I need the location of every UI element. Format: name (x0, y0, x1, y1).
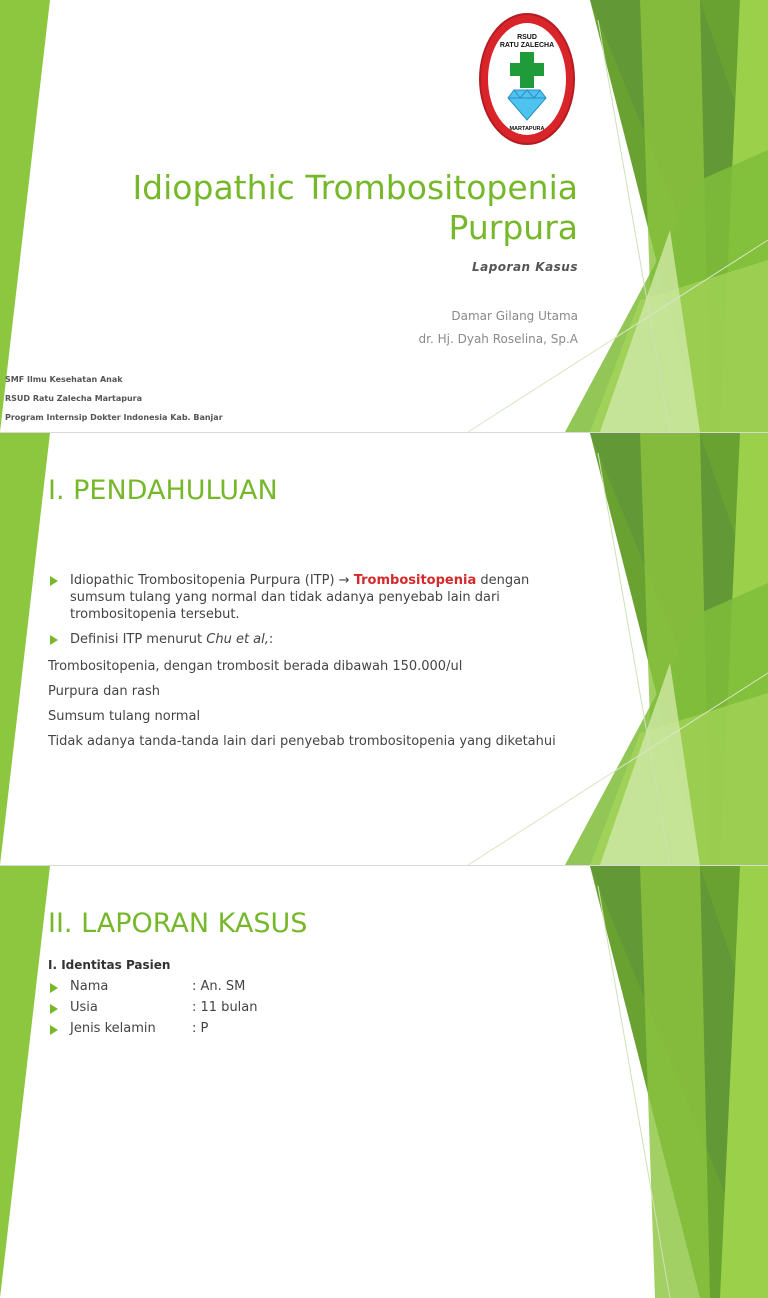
bullet-text: Definisi ITP menurut (70, 632, 207, 647)
definition-line: Tidak adanya tanda-tanda lain dari penyebab trombositopenia yang diketahui (48, 734, 556, 749)
bullet-text: Idiopathic Trombositopenia Purpura (ITP) → (70, 573, 354, 588)
presentation-title: Idiopathic Trombositopenia Purpura (132, 168, 578, 247)
bullet-arrow-icon (50, 1004, 58, 1014)
bullet-text: : (268, 632, 274, 647)
slide-body (48, 572, 588, 758)
field-value: : P (192, 1021, 209, 1036)
author-name: Damar Gilang Utama (451, 309, 578, 323)
title-slide (0, 0, 768, 432)
field-label: Usia (70, 1000, 98, 1015)
bullet-text: dengan sumsum tulang yang normal dan tidak adanya penyebab lain dari trombositopenia tersebut. (70, 573, 530, 622)
logo-top-text: RSUD (517, 34, 537, 41)
citation: Chu et al, (206, 632, 269, 647)
bullet-item (48, 572, 588, 623)
field-value: : 11 bulan (192, 1000, 258, 1015)
subsection-title: I. Identitas Pasien (48, 958, 171, 972)
field-label: Nama (70, 979, 109, 994)
bullet-arrow-icon (50, 635, 58, 645)
hospital-logo (478, 12, 576, 146)
supervisor-name: dr. Hj. Dyah Roselina, Sp.A (418, 332, 578, 346)
institution-line: Program Internsip Dokter Indonesia Kab. Banjar (5, 413, 223, 422)
bullet-arrow-icon (50, 1025, 58, 1035)
section-heading: II. LAPORAN KASUS (48, 908, 308, 939)
logo-name-text: RATU ZALECHA (499, 42, 555, 49)
definition-line: Trombositopenia, dengan trombosit berada dibawah 150.000/ul (48, 659, 463, 674)
logo-bottom-text: MARTAPURA (509, 126, 545, 132)
bullet-arrow-icon (50, 576, 58, 586)
introduction-slide (0, 433, 768, 865)
definition-line: Purpura dan rash (48, 684, 161, 699)
case-report-slide (0, 866, 768, 1036)
institution-line: RSUD Ratu Zalecha Martapura (5, 394, 142, 403)
field-label: Jenis kelamin (70, 1021, 156, 1036)
definition-line: Sumsum tulang normal (48, 709, 201, 724)
field-value: : An. SM (192, 979, 246, 994)
section-heading: I. PENDAHULUAN (48, 475, 278, 506)
institution-line: SMF Ilmu Kesehatan Anak (5, 375, 123, 384)
highlight-term: Trombositopenia (353, 573, 477, 588)
bullet-arrow-icon (50, 983, 58, 993)
presentation-subtitle: Laporan Kasus (471, 260, 578, 274)
bullet-item (48, 631, 588, 648)
